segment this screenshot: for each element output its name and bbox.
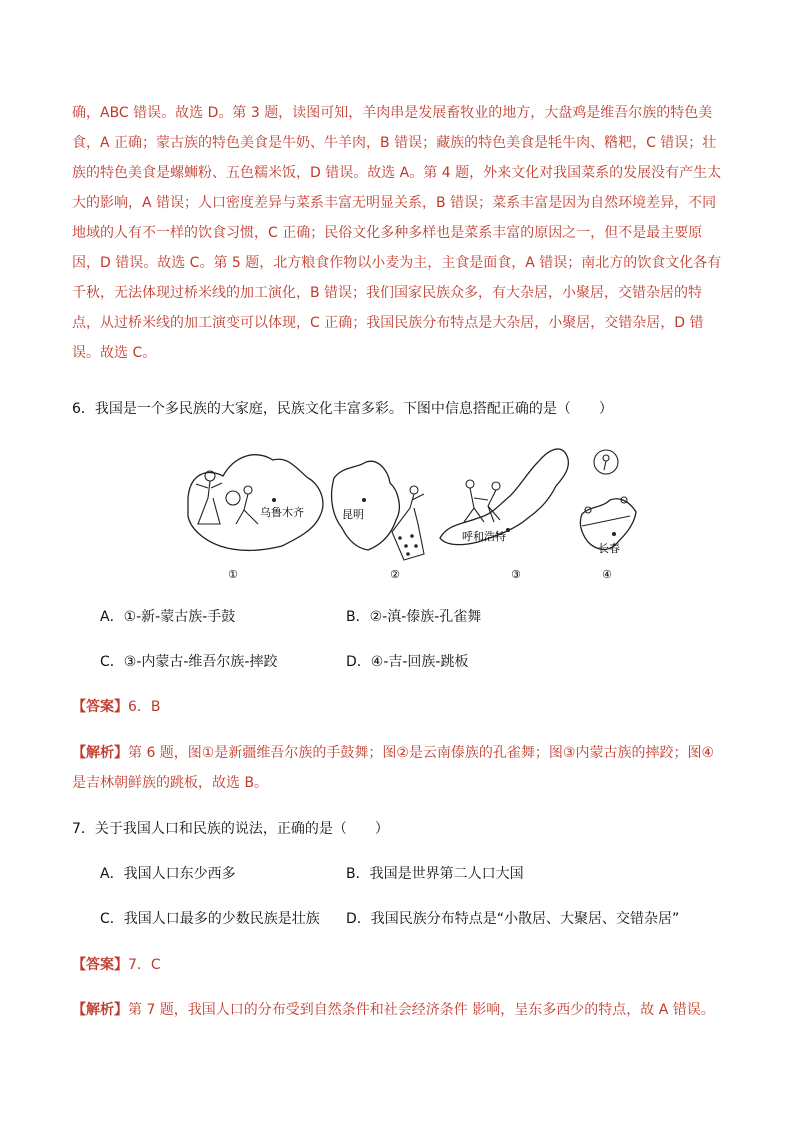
- answer-value: 6．B: [128, 699, 161, 715]
- q7-answer: [72, 954, 161, 976]
- map-label-urumqi: 乌鲁木齐: [260, 506, 304, 519]
- answer-value: 7．C: [128, 957, 161, 973]
- explanation-text: 第 6 题，图①是新疆维吾尔族的手鼓舞；图②是云南傣族的孔雀舞；图③内蒙古族的摔跤；图④: [128, 745, 715, 761]
- figure-number-1: ①: [228, 568, 238, 581]
- q6-option-c: C．③-内蒙古-维吾尔族-摔跤: [100, 654, 278, 670]
- map-yunnan: [332, 461, 424, 581]
- q6-option-a: A．①-新-蒙古族-手鼓: [100, 609, 236, 625]
- analysis-line: 误。故选 C。: [72, 345, 157, 361]
- ethnic-map-figure: [178, 428, 638, 588]
- analysis-line: 大的影响，A 错误；人口密度差异与菜系丰富无明显关系，B 错误；菜系丰富是因为自然环境差异，不同: [72, 195, 717, 211]
- map-label-changchun: 长春: [598, 542, 620, 555]
- analysis-line: 千秋，无法体现过桥米线的加工演化，B 错误；我们国家民族众多，有大杂居，小聚居，交错杂居的特: [72, 285, 703, 301]
- map-label-hohhot: 呼和浩特: [462, 530, 506, 543]
- analysis-line: 地域的人有不一样的饮食习惯，C 正确；民俗文化多种多样也是菜系丰富的原因之一，但不是最主要原: [72, 225, 703, 241]
- q7-option-d: D．我国民族分布特点是“小散居、大聚居、交错杂居”: [346, 911, 680, 927]
- map-jilin: [580, 450, 636, 581]
- figure-number-3: ③: [511, 568, 521, 581]
- q7-option-b: B．我国是世界第二人口大国: [346, 866, 524, 882]
- q6-option-b: B．②-滇-傣族-孔雀舞: [346, 609, 482, 625]
- q6-explanation-line-2: 是吉林朝鲜族的跳板，故选 B。: [72, 775, 269, 791]
- explanation-tag: 【解析】: [72, 745, 128, 761]
- q6-explanation-line-1: [72, 742, 714, 764]
- q6-option-d: D．④-吉-回族-跳板: [346, 654, 469, 670]
- q7-explanation: [72, 999, 715, 1021]
- explanation-tag: 【解析】: [72, 1002, 128, 1018]
- analysis-line: 点，从过桥米线的加工演变可以体现，C 正确；我国民族分布特点是大杂居，小聚居，交错杂居，D 错: [72, 315, 704, 331]
- map-inner-mongolia: [440, 449, 568, 581]
- changchun-marker: [612, 532, 616, 536]
- map-label-kunming: 昆明: [342, 508, 364, 521]
- analysis-line: 族的特色美食是螺蛳粉、五色糯米饭，D 错误。故选 A。第 4 题，外来文化对我国菜系的发展没有产生太: [72, 165, 722, 181]
- urumqi-marker: [272, 498, 276, 502]
- question-6-stem: 6．我国是一个多民族的大家庭，民族文化丰富多彩。下图中信息搭配正确的是（ ）: [72, 401, 613, 417]
- figure-number-2: ②: [390, 568, 400, 581]
- answer-tag: 【答案】: [72, 957, 128, 973]
- figure-number-4: ④: [602, 568, 612, 581]
- map-xinjiang: [188, 455, 323, 581]
- analysis-line: 因，D 错误。故选 C。第 5 题，北方粮食作物以小麦为主，主食是面食，A 错误；南北方的饮食文化各有: [72, 255, 722, 271]
- kunming-marker: [362, 498, 366, 502]
- question-7-stem: 7．关于我国人口和民族的说法，正确的是（ ）: [72, 821, 389, 837]
- answer-tag: 【答案】: [72, 699, 128, 715]
- q7-option-c: C．我国人口最多的少数民族是壮族: [100, 911, 320, 927]
- previous-analysis: [72, 98, 722, 368]
- analysis-line: 确，ABC 错误。故选 D。第 3 题，读图可知，羊肉串是发展畜牧业的地方，大盘鸡是维吾尔族的特色美: [72, 105, 713, 121]
- q7-option-a: A．我国人口东少西多: [100, 866, 236, 882]
- hohhot-marker: [506, 528, 510, 532]
- q6-answer: [72, 696, 161, 718]
- analysis-line: 食，A 正确；蒙古族的特色美食是牛奶、牛羊肉，B 错误；藏族的特色美食是牦牛肉、糌粑，C 错误；壮: [72, 135, 717, 151]
- explanation-text: 第 7 题，我国人口的分布受到自然条件和社会经济条件 影响，呈东多西少的特点，故 A 错误。: [128, 1002, 715, 1018]
